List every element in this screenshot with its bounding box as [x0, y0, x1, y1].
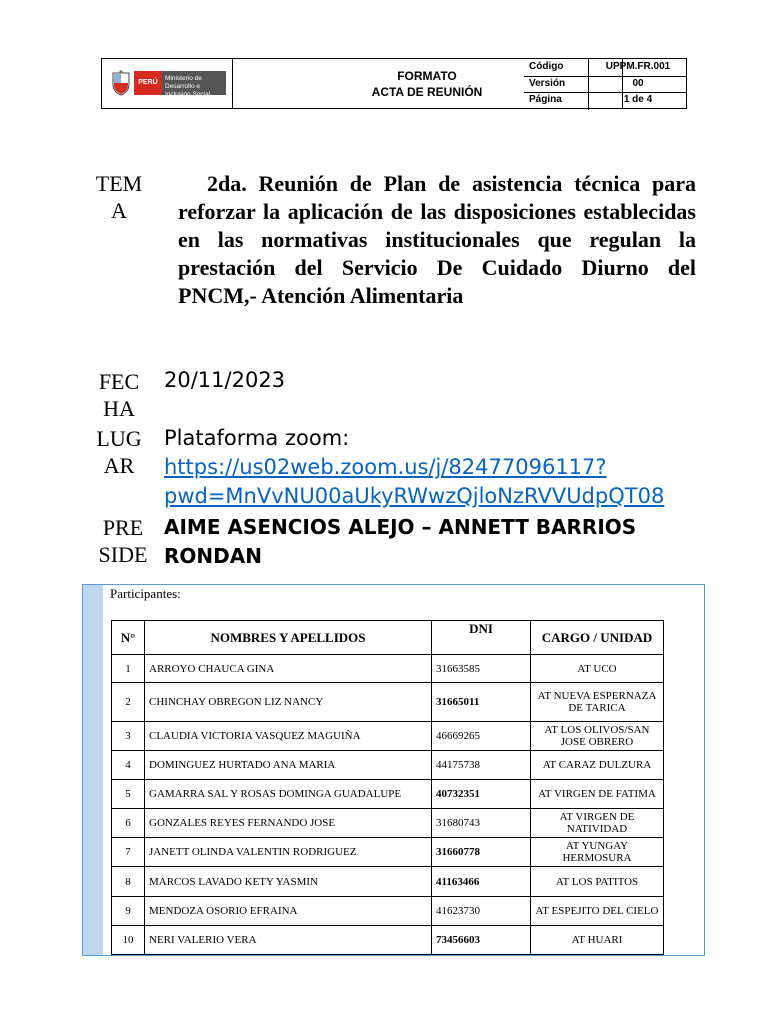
document-header: [101, 58, 687, 109]
participant-name: ARROYO CHAUCA GINA: [145, 655, 432, 683]
row-number: 3: [112, 722, 145, 751]
box-strip: [83, 585, 103, 955]
preside-label-line2: SIDE: [98, 542, 148, 567]
lugar-value: [164, 424, 664, 511]
table-row: [112, 867, 664, 897]
participant-cargo: AT CARAZ DULZURA: [531, 751, 664, 780]
preside-line2: RONDAN: [164, 544, 262, 568]
row-number: 2: [112, 683, 145, 722]
meta-key: Página: [529, 94, 562, 105]
tema-label: [90, 170, 148, 224]
table-row: [112, 751, 664, 780]
zoom-link[interactable]: [164, 455, 664, 508]
table-row: [112, 780, 664, 809]
meta-row-code: [524, 59, 687, 77]
participant-name: JANETT OLINDA VALENTIN RODRIGUEZ: [145, 838, 432, 867]
participant-dni: 46669265: [432, 722, 531, 751]
participant-name: CLAUDIA VICTORIA VASQUEZ MAGUIÑA: [145, 722, 432, 751]
participant-name: NERI VALERIO VERA: [145, 926, 432, 955]
lugar-text: Plataforma zoom:: [164, 426, 350, 450]
preside-label-line1: PRE: [102, 515, 144, 540]
preside-line1: AIME ASENCIOS ALEJO – ANNETT BARRIOS: [164, 515, 637, 539]
header-title-line2: ACTA DE REUNIÓN: [371, 85, 483, 99]
participant-name: GAMARRA SAL Y ROSAS DOMINGA GUADALUPE: [145, 780, 432, 809]
meta-key: Código: [529, 61, 564, 72]
participant-name: MARCOS LAVADO KETY YASMIN: [145, 867, 432, 897]
col-number: N°: [112, 621, 145, 655]
row-number: 10: [112, 926, 145, 955]
row-number: 6: [112, 809, 145, 838]
participant-dni: 44175738: [432, 751, 531, 780]
meta-key: Versión: [529, 78, 566, 89]
participant-dni: 31680743: [432, 809, 531, 838]
participant-dni: 31663585: [432, 655, 531, 683]
lugar-label-line1: LUG: [96, 426, 142, 451]
row-number: 5: [112, 780, 145, 809]
participant-cargo: AT LOS OLIVOS/SAN JOSE OBRERO: [531, 722, 664, 751]
participant-name: CHINCHAY OBREGON LIZ NANCY: [145, 683, 432, 722]
participant-dni: 31665011: [432, 683, 531, 722]
row-number: 7: [112, 838, 145, 867]
fecha-label: [90, 368, 148, 422]
row-number: 9: [112, 897, 145, 926]
participant-dni: 41623730: [432, 897, 531, 926]
table-row: [112, 722, 664, 751]
participant-name: MENDOZA OSORIO EFRAINA: [145, 897, 432, 926]
table-row: [112, 897, 664, 926]
preside-label: [90, 514, 156, 568]
participants-label: Participantes:: [110, 586, 181, 601]
col-cargo: CARGO / UNIDAD: [531, 621, 664, 655]
col-dni: DNI: [432, 621, 531, 655]
header-title-line1: FORMATO: [397, 69, 457, 83]
zoom-link-line2: pwd=MnVvNU00aUkyRWwzQjloNzRVVUdpQT08: [164, 484, 665, 508]
participant-dni: 31660778: [432, 838, 531, 867]
preside-value: [164, 513, 636, 571]
meta-value: 00: [588, 78, 687, 94]
participant-name: DOMINGUEZ HURTADO ANA MARIA: [145, 751, 432, 780]
meta-row-version: [524, 76, 687, 93]
tema-label-line2: A: [111, 198, 127, 223]
row-number: 8: [112, 867, 145, 897]
participants-table: [111, 620, 664, 955]
table-row: [112, 683, 664, 722]
table-row: [112, 926, 664, 955]
participant-dni: 40732351: [432, 780, 531, 809]
meta-value: 1 de 4: [588, 94, 687, 110]
coat-of-arms-icon: [110, 70, 132, 96]
fecha-label-line1: FEC: [98, 369, 140, 394]
col-names: NOMBRES Y APELLIDOS: [145, 621, 432, 655]
fecha-value: 20/11/2023: [164, 368, 286, 392]
peru-tag: PERÚ: [134, 71, 162, 95]
fecha-label-line2: HA: [103, 396, 135, 421]
participant-cargo: AT UCO: [531, 655, 664, 683]
meta-row-page: [524, 92, 687, 108]
logo-cell: [102, 59, 233, 108]
participant-name: GONZALES REYES FERNANDO JOSE: [145, 809, 432, 838]
zoom-link-line1: https://us02web.zoom.us/j/82477096117?: [164, 455, 607, 479]
participant-dni: 41163466: [432, 867, 531, 897]
participant-cargo: AT LOS PATITOS: [531, 867, 664, 897]
lugar-label-line2: AR: [103, 453, 135, 478]
lugar-label: [90, 425, 148, 479]
participant-cargo: AT ESPEJITO DEL CIELO: [531, 897, 664, 926]
participant-cargo: AT HUARI: [531, 926, 664, 955]
participant-dni: 73456603: [432, 926, 531, 955]
ministry-tag: Ministerio de Desarrollo e Inclusión Social: [162, 71, 226, 95]
row-number: 4: [112, 751, 145, 780]
participant-cargo: AT VIRGEN DE FATIMA: [531, 780, 664, 809]
participant-cargo: AT NUEVA ESPERNAZA DE TARICA: [531, 683, 664, 722]
participant-cargo: AT YUNGAY HERMOSURA: [531, 838, 664, 867]
midis-logo: [110, 68, 228, 100]
tema-label-line1: TEM: [95, 171, 143, 196]
table-row: [112, 838, 664, 867]
header-meta: [524, 59, 687, 108]
tema-value: 2da. Reunión de Plan de asistencia técnica para reforzar la aplicación de las disposiciones establecidas en las normativas institucionales que regulan la prestación del Servicio De Cuidado Diurno del PNCM,- Atención Alimentaria: [178, 171, 696, 308]
table-header-row: [112, 621, 664, 655]
participant-cargo: AT VIRGEN DE NATIVIDAD: [531, 809, 664, 838]
row-number: 1: [112, 655, 145, 683]
meta-value: UPPM.FR.001: [588, 61, 687, 78]
table-row: [112, 809, 664, 838]
table-row: [112, 655, 664, 683]
